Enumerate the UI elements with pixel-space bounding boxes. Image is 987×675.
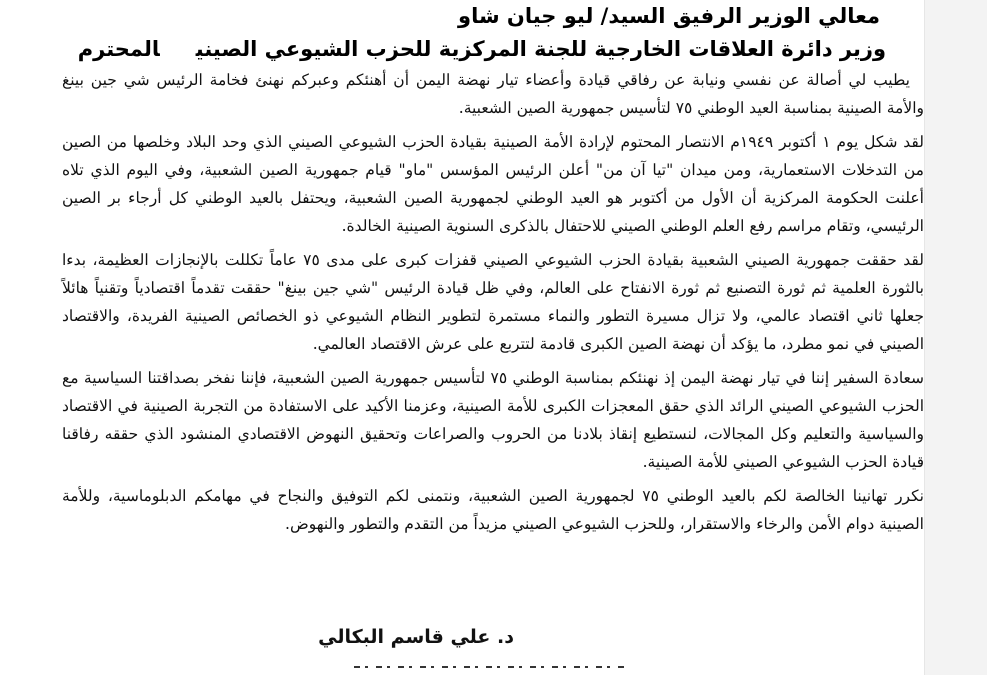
recipient-position <box>78 34 886 64</box>
letter-page <box>58 0 924 675</box>
paragraph-greeting: يطيب لي أصالة عن نفسي ونيابة عن رفاقي قيادة وأعضاء تيار نهضة اليمن أن أهنئكم وعبركم نهنئ فخامة الرئيس شي جين بينغ والأمة الصينية بمناسبة العيد الوطني ٧٥ لتأسيس جمهورية الصين الشعبية. <box>62 71 924 117</box>
signature-subtitle-cutoff <box>354 666 624 675</box>
recipient-honorific: المحترم <box>77 37 160 61</box>
recipient-position-text: وزير دائرة العلاقات الخارجية للجنة المركزية للحزب الشيوعي الصيني <box>195 37 886 61</box>
letter-body <box>62 66 924 544</box>
paragraph-achievements: لقد حققت جمهورية الصيني الشعبية بقيادة الحزب الشيوعي الصيني قفزات كبرى على مدى ٧٥ عاماً تكللت بالإنجازات العظيمة، بدءا بالثورة العلمية ثم ثورة التصنيع ثم ثورة الانفتاح على العالم، وفي ظل قيادة الرئيس "شي جين بينغ" حققت تقدماً اقتصادياً وتقنياً هائلاً جعلها ثاني اقتصاد عالمي، ولا تزال مسيرة التطور والنماء مستمرة لتطوير النظام الشيوعي ذو الخصائص الصينية الفريدة، والاقتصاد الصيني في نمو مطرد، ما يؤكد أن نهضة الصين الكبرى قادمة لتتربع على عرش الاقتصاد العالمي. <box>62 251 924 353</box>
paragraph-closing: نكرر تهانينا الخالصة لكم بالعيد الوطني ٧٥ لجمهورية الصين الشعبية، ونتمنى لكم التوفيق والنجاح في مهامكم الدبلوماسية، وللأمة الصينية دوام الأمن والرخاء والاستقرار، وللحزب الشيوعي الصيني مزيداً من التقدم والتطور والنهوض. <box>62 487 924 533</box>
recipient-title: معالي الوزير الرفيق السيد/ ليو جيان شاو <box>458 4 880 28</box>
page-margin-strip <box>924 0 987 675</box>
paragraph-history: لقد شكل يوم ١ أكتوبر ١٩٤٩م الانتصار المحتوم لإرادة الأمة الصينية بقيادة الحزب الشيوعي الصيني الذي وحد البلاد وخلصها من الصين من التدخلات الاستعمارية، ومن ميدان "تيا آن من" أعلن الرئيس المؤسس "ماو" قيام جمهورية الصين الشعبية، وفي اليوم الذي تلاه أعلنت الحكومة المركزية أن الأول من أكتوبر هو العيد الوطني لجمهورية الصين الشعبية، ويحتفل بالعيد الوطني كل أرجاء بر الصين الرئيسي، وتقام مراسم رفع العلم الوطني الصيني للاحتفال بالذكرى السنوية الصينية الخالدة. <box>62 133 924 235</box>
signature-name: د. علي قاسم البكالي <box>318 626 514 648</box>
paragraph-friendship: سعادة السفير إننا في تيار نهضة اليمن إذ نهنئكم بمناسبة الوطني ٧٥ لتأسيس جمهورية الصين الشعبية، فإننا نفخر بصداقتنا السياسية مع الحزب الشيوعي الصيني الرائد الذي حقق المعجزات الكبرى للأمة الصينية، وعزمنا الأكيد على الاستفادة من التجربة الصينية في الاقتصاد والسياسية والتعليم وكل المجالات، لنستطيع إنقاذ بلادنا من الحروب والصراعات وتحقيق النهوض الاقتصادي المنشود الذي حققه رفاقنا قيادة الحزب الشيوعي الصيني للأمة الصينية. <box>62 369 925 471</box>
